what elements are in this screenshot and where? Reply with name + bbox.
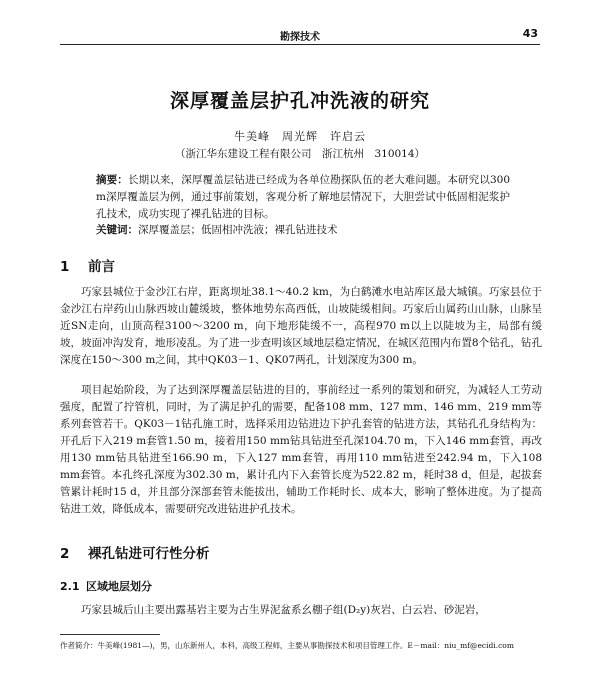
keywords-text: 深厚覆盖层；低固相冲洗液；裸孔钻进技术	[138, 224, 338, 236]
section-title: 前言	[88, 259, 115, 275]
footnote-divider	[60, 634, 160, 635]
section-title: 裸孔钻进可行性分析	[88, 546, 210, 562]
paragraph-strata-1: 巧家县城后山主要出露基岩主要为古生界泥盆系幺棚子组(D₂y)灰岩、白云岩、砂泥岩，	[81, 604, 486, 616]
subsection-heading-strata	[60, 578, 152, 594]
running-header	[60, 26, 540, 45]
subsection-number: 2.1	[60, 580, 80, 593]
section-heading-feasibility	[60, 542, 210, 562]
running-title: 勘探技术	[280, 32, 320, 43]
page-number: 43	[522, 27, 538, 40]
affiliation: （浙江华东建设工程有限公司 浙江杭州 310014）	[174, 148, 426, 160]
keywords-label: 关键词：	[96, 224, 138, 236]
abstract-text: 长期以来，深厚覆盖层钻进已经成为各单位勘探队伍的老大难问题。本研究以300 m深厚覆盖层为例，通过事前策划，客观分析了解地层情况下，大胆尝试中低固相泥浆护孔技术，成功实现了裸孔钻进的目标。	[96, 174, 511, 220]
authors: 牛美峰 周光辉 许启云	[234, 130, 366, 143]
paper-title: 深厚覆盖层护孔冲洗液的研究	[169, 90, 430, 112]
section-number: 2	[60, 546, 70, 562]
abstract-label: 摘要：	[96, 174, 128, 186]
subsection-title: 区域地层划分	[86, 580, 152, 593]
abstract	[96, 172, 510, 223]
paragraph-introduction-1: 巧家县城位于金沙江右岸，距离坝址38.1～40.2 km，为白鹤滩水电站库区最大城镇。巧家县位于金沙江右岸药山山脉西坡山麓缓坡，整体地势东高西低，山坡陡缓相间。巧家后山属药山山脉，山脉呈近SN走向，山顶高程3100～3200 m，向下地形陡缓不一，高程970 m以上以陡坡为主，局部有缓坡，坡面冲沟发育，地形凌乱。为了进一步查明该区域地层稳定情况，在城区范围内布置8个钻孔，钻孔深度在150～300 m之间，其中QK03－1、QK07两孔，计划深度为300 m。	[60, 286, 542, 366]
section-heading-introduction	[60, 255, 115, 275]
paragraph-introduction-2: 项目起始阶段，为了达到深厚覆盖层钻进的目的，事前经过一系列的策划和研究，为减轻人工劳动强度，配置了拧管机，同时，为了满足护孔的需要，配备108 mm、127 mm、146 mm、219 mm等系列套管若干。QK03－1钻孔施工时，选择采用边钻进边下护孔套管的钻进方法，其钻孔孔身结构为：开孔后下入219 m套管1.50 m，接着用150 mm钻具钻进至孔深104.70 m，下入146 mm套管，再改用130 mm钻具钻进至166.90 m，下入127 mm套管，再用110 mm钻进至242.94 m，下入108 mm套管。本孔终孔深度为302.30 m，累计孔内下入套管长度为522.82 m，耗时38 d，但是，起拔套管累计耗时15 d，并且部分深部套管未能拔出，辅助工作耗时长、成本大，影响了整体进度。为了提高钻进工效，降低成本，需要研究改进钻进护孔技术。	[60, 384, 542, 515]
keywords	[96, 222, 510, 239]
section-number: 1	[60, 259, 70, 275]
author-footnote: 作者简介：牛美峰(1981—)，男，山东新州人，本科，高级工程师，主要从事勘探技术和项目管理工作。E－mail：niu_mf@ecidi.com	[60, 641, 514, 650]
